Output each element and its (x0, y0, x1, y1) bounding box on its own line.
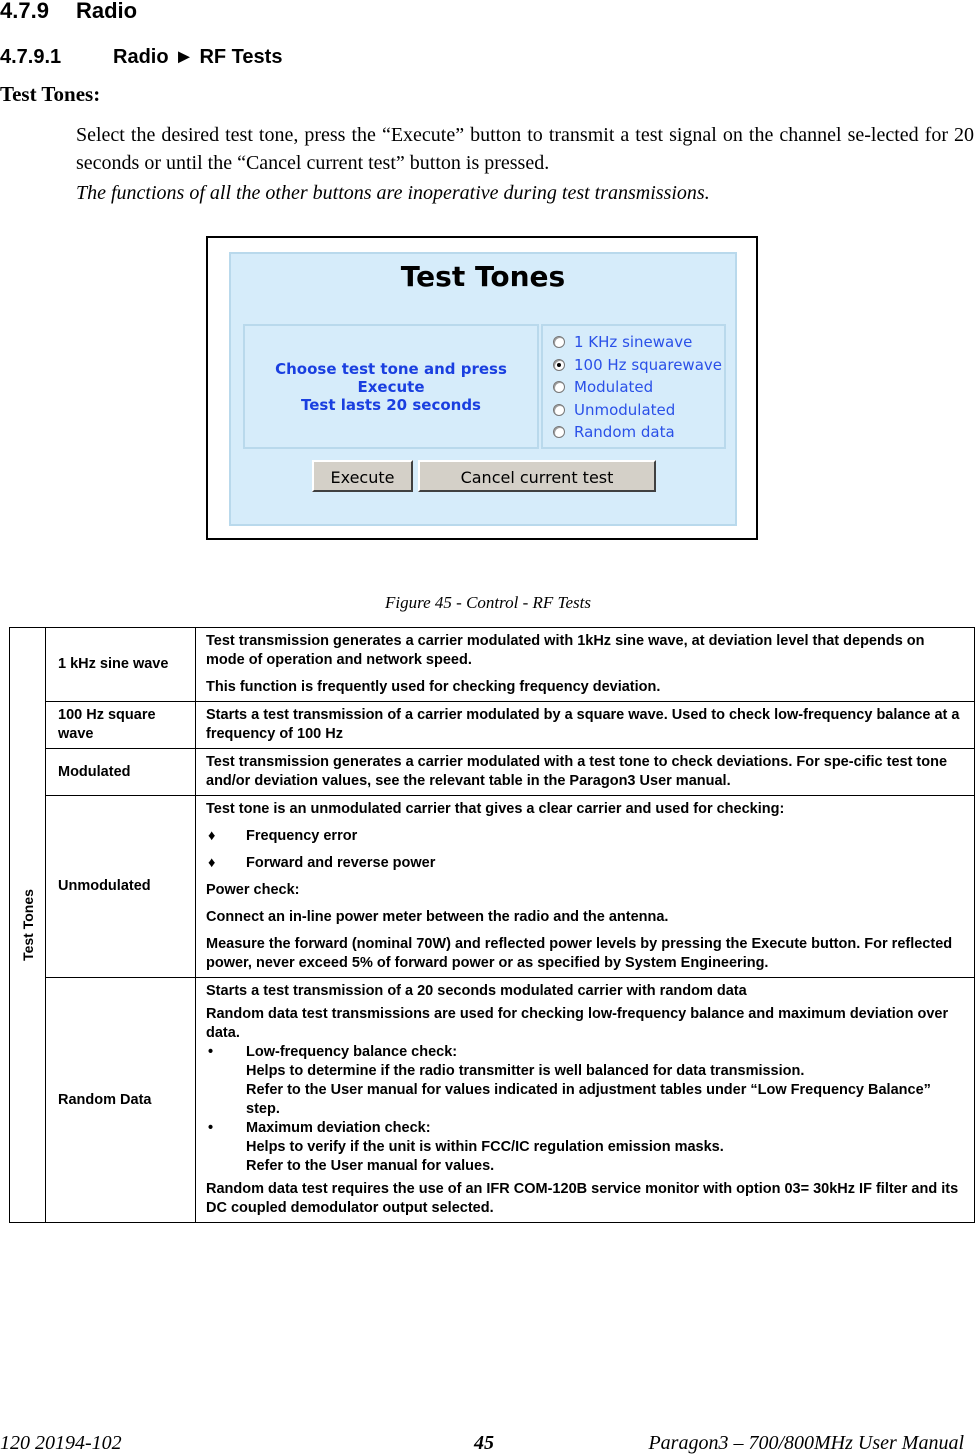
table-row (10, 796, 975, 978)
radio-unmodulated[interactable] (553, 400, 675, 420)
dot-bullet-icon: • (208, 1044, 214, 1060)
panel-title: Test Tones (400, 260, 566, 293)
row-description (196, 796, 975, 978)
desc-text: Connect an in-line power meter between the radio and the antenna. (206, 909, 669, 925)
bullet-text: Refer to the User manual for values. (246, 1158, 495, 1174)
bullet-item (206, 1043, 964, 1119)
doc-number: 120 20194-102 (0, 1432, 122, 1454)
bullet-item (206, 1119, 964, 1176)
test-tones-panel (229, 252, 737, 526)
topic-heading: Test Tones: (0, 82, 101, 106)
radio-1khz-sinewave[interactable] (553, 332, 692, 352)
desc-text: Test tone is an unmodulated carrier that gives a clear carrier and used for checking: (206, 801, 785, 817)
section-number: 4.7.9 (0, 0, 49, 23)
table-row (10, 628, 975, 702)
bullet-title: Low-frequency balance check: (246, 1044, 458, 1060)
side-label: Test Tones (19, 889, 36, 961)
bullet-text: Frequency error (246, 828, 358, 844)
desc-text: Test transmission generates a carrier modulated with 1kHz sine wave, at deviation level that depends on mode of operation and network speed. (206, 633, 925, 668)
section-heading (0, 0, 137, 24)
bullet-text: Helps to verify if the unit is within FCC/IC regulation emission masks. (246, 1139, 724, 1155)
desc-text: Power check: (206, 882, 300, 898)
row-label: Random Data (46, 978, 196, 1223)
section-title: Radio (76, 0, 138, 23)
instruction-line-2: Test lasts 20 seconds (301, 395, 481, 414)
diamond-bullet-icon: ♦ (208, 828, 216, 844)
bullet-title: Maximum deviation check: (246, 1120, 431, 1136)
row-label: 1 kHz sine wave (46, 628, 196, 702)
figure-caption: Figure 45 - Control - RF Tests (385, 593, 591, 612)
intro-paragraph: Select the desired test tone, press the “Execute” button to transmit a test signal on the channel se-lected for 20 seconds or until the “Cancel current test” button is pressed. (76, 124, 974, 174)
subsection-title: Radio ► RF Tests (113, 46, 283, 68)
instruction-box (243, 324, 539, 449)
table-row (10, 978, 975, 1223)
execute-button[interactable]: Execute (312, 460, 413, 492)
manual-title: Paragon3 – 700/800MHz User Manual (648, 1432, 964, 1454)
bullet-text: Refer to the User manual for values indicated in adjustment tables under “Low Frequency Balance” step. (246, 1082, 931, 1117)
radio-label: 1 KHz sinewave (574, 333, 693, 351)
desc-text: Measure the forward (nominal 70W) and reflected power levels by pressing the Execute button. For reflected power, never exceed 5% of forward power or as specified by System Engineering. (206, 936, 953, 971)
tone-options (541, 324, 726, 449)
desc-text: Starts a test transmission of a 20 seconds modulated carrier with random data (206, 983, 747, 999)
row-description (196, 628, 975, 702)
desc-text: Starts a test transmission of a carrier modulated by a square wave. Used to check low-frequency balance at a frequency of 100 Hz (206, 707, 960, 742)
radio-label: Unmodulated (574, 401, 676, 419)
test-tones-table (9, 627, 975, 1223)
radio-random-data[interactable] (553, 422, 675, 442)
table-row (10, 749, 975, 796)
row-description (196, 978, 975, 1223)
desc-text: Random data test transmissions are used for checking low-frequency balance and maximum deviation over data. (206, 1006, 949, 1041)
desc-text: Random data test requires the use of an IFR COM-120B service monitor with option 03= 30kHz IF filter and its DC coupled demodulator output selected. (206, 1181, 959, 1216)
radio-label: Random data (574, 423, 675, 441)
row-description (196, 749, 975, 796)
note-paragraph: The functions of all the other buttons are inoperative during test transmissions. (76, 182, 710, 204)
table-row (10, 702, 975, 749)
radio-button-icon[interactable] (553, 381, 565, 393)
subsection-heading (0, 46, 282, 69)
bullet-item (206, 854, 964, 873)
radio-label: 100 Hz squarewave (574, 356, 722, 374)
diamond-bullet-icon: ♦ (208, 855, 216, 871)
radio-modulated[interactable] (553, 377, 653, 397)
row-description (196, 702, 975, 749)
side-label-cell (10, 628, 46, 1223)
instruction-line-1: Choose test tone and press Execute (275, 359, 507, 396)
radio-button-selected-icon[interactable] (553, 359, 565, 371)
cancel-test-button[interactable]: Cancel current test (418, 460, 656, 492)
radio-button-icon[interactable] (553, 336, 565, 348)
subsection-number: 4.7.9.1 (0, 46, 62, 68)
row-label: 100 Hz square wave (46, 702, 196, 749)
figure-screenshot (206, 236, 758, 540)
radio-button-icon[interactable] (553, 426, 565, 438)
desc-text: This function is frequently used for checking frequency deviation. (206, 679, 661, 695)
dot-bullet-icon: • (208, 1120, 214, 1136)
row-label: Modulated (46, 749, 196, 796)
bullet-text: Forward and reverse power (246, 855, 436, 871)
row-label: Unmodulated (46, 796, 196, 978)
radio-label: Modulated (574, 378, 654, 396)
bullet-text: Helps to determine if the radio transmitter is well balanced for data transmission. (246, 1063, 805, 1079)
radio-100hz-squarewave[interactable] (553, 355, 722, 375)
bullet-item (206, 827, 964, 846)
desc-text: Test transmission generates a carrier modulated with a test tone to check deviations. For spe-cific test tone and/or deviation values, see the relevant table in the Paragon3 User manual. (206, 754, 948, 789)
radio-button-icon[interactable] (553, 404, 565, 416)
page-number: 45 (474, 1432, 494, 1454)
